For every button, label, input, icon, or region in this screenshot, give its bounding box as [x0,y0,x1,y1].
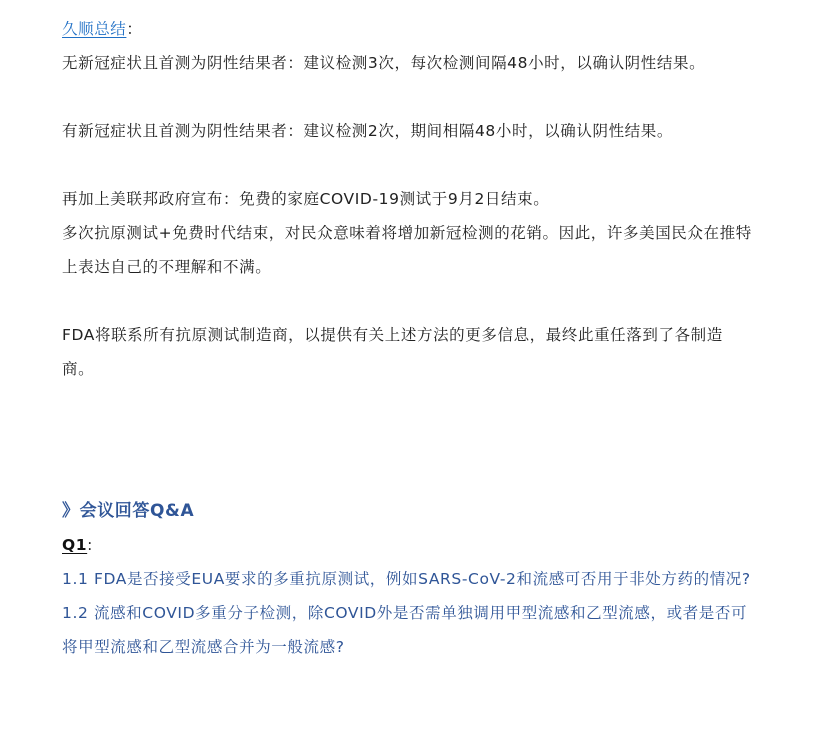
summary-colon: ： [126,20,143,38]
spacer [62,80,752,114]
summary-link[interactable]: 久顺总结 [62,20,127,38]
paragraph-fda-manufacturers: FDA将联系所有抗原测试制造商，以提供有关上述方法的更多信息，最终此重任落到了各制造商。 [62,326,723,378]
paragraph-public-reaction: 多次抗原测试+免费时代结束，对民众意味着将增加新冠检测的花销。因此，许多美国民众在推特上表达自己的不理解和不满。 [62,224,752,276]
spacer [62,148,752,182]
question-1-1: 1.1 FDA是否接受EUA要求的多重抗原测试，例如SARS-CoV-2和流感可否用于非处方药的情况? [62,570,751,588]
q1-colon: : [87,536,93,554]
paragraph-free-test-end: 再加上美联邦政府宣布：免费的家庭COVID-19测试于9月2日结束。 [62,190,550,208]
summary-line [62,12,752,46]
spacer-large [62,386,752,488]
article-body [62,12,752,664]
q1-line [62,528,752,562]
paragraph-with-symptoms: 有新冠症状且首测为阴性结果者：建议检测2次，期间相隔48小时，以确认阴性结果。 [62,122,673,140]
spacer [62,284,752,318]
question-1-2: 1.2 流感和COVID多重分子检测，除COVID外是否需单独调用甲型流感和乙型流感，或者是否可将甲型流感和乙型流感合并为一般流感? [62,604,748,656]
qa-section-heading: 》会议回答Q&A [62,501,195,521]
q1-label: Q1 [62,536,88,554]
paragraph-no-symptoms: 无新冠症状且首测为阴性结果者：建议检测3次，每次检测间隔48小时，以确认阴性结果。 [62,54,706,72]
